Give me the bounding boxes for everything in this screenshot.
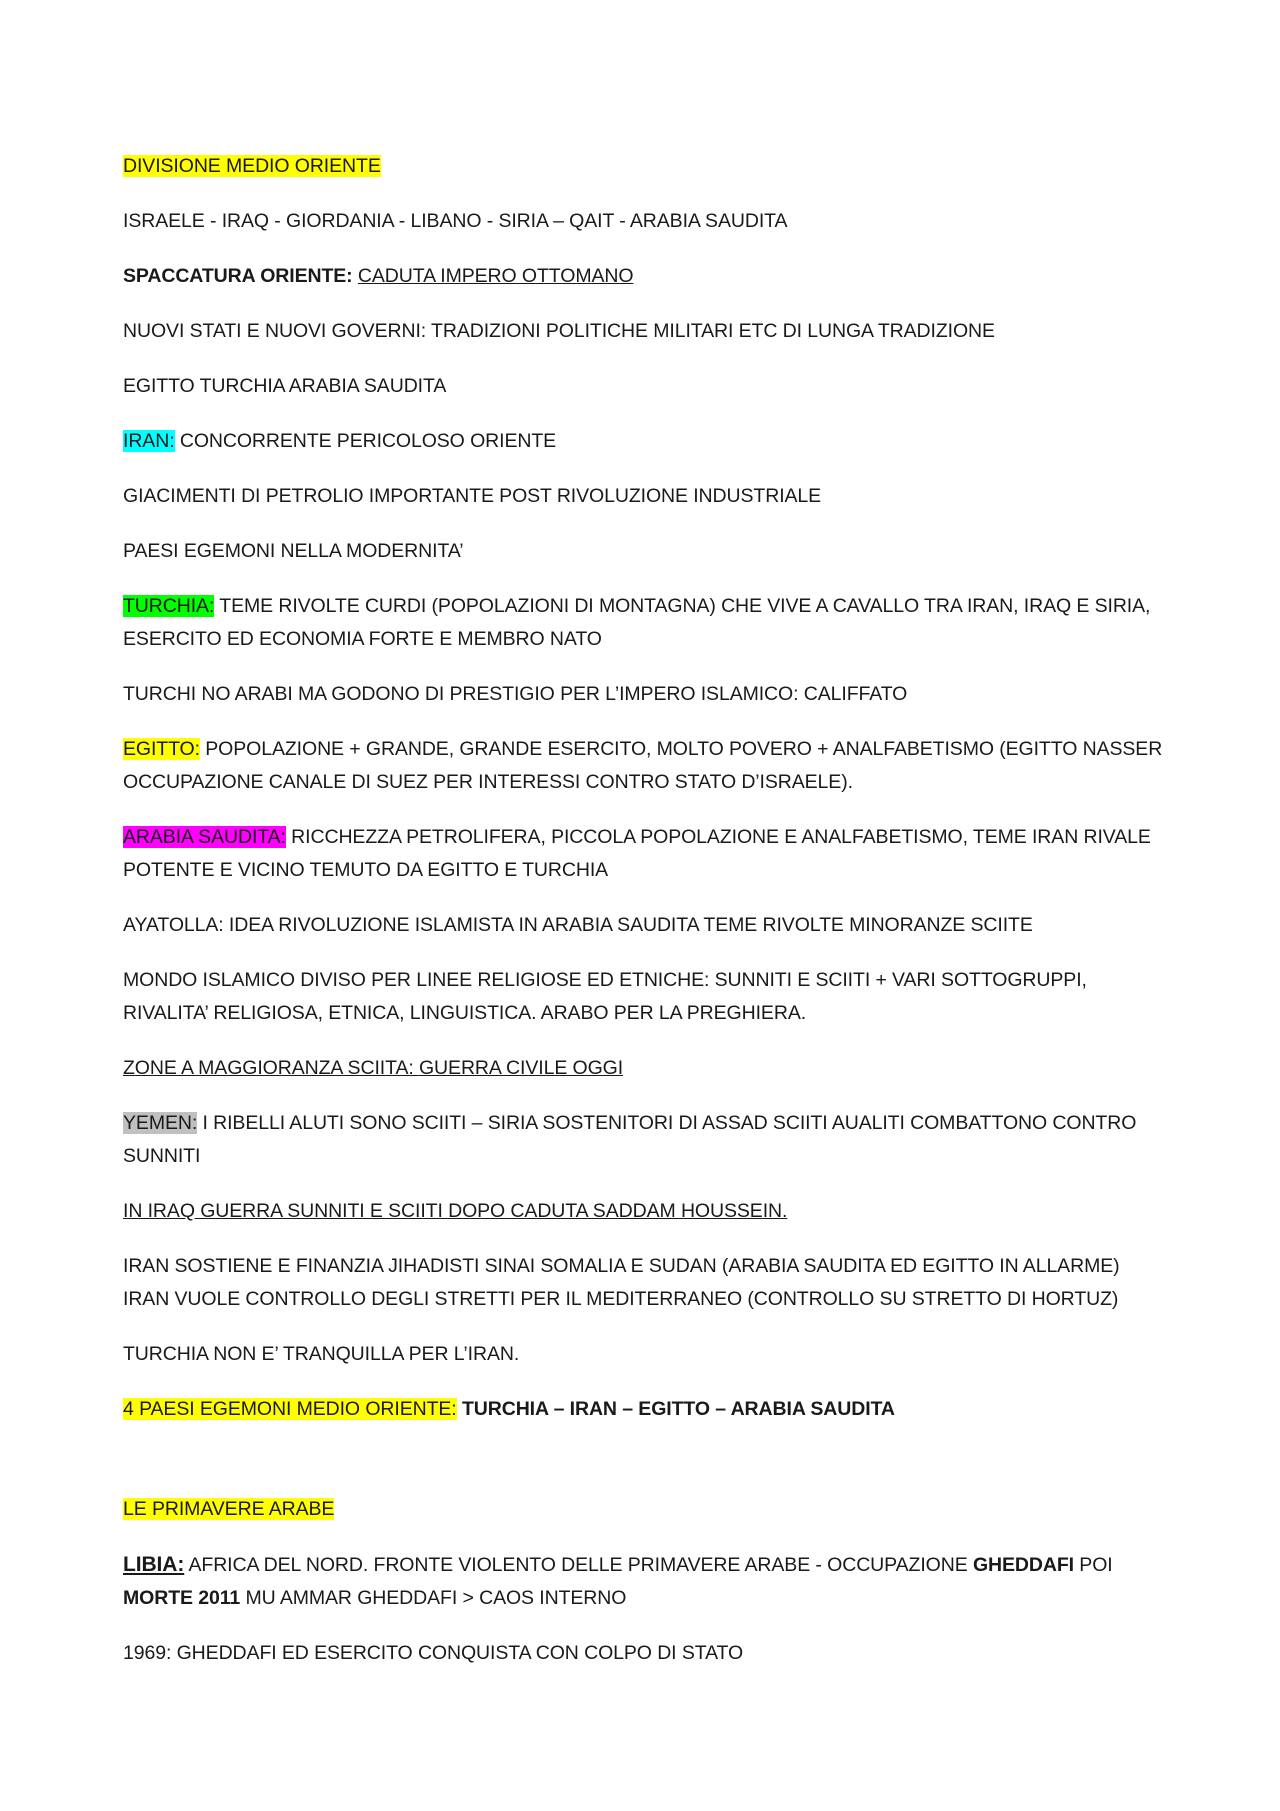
paragraph-giacimenti: GIACIMENTI DI PETROLIO IMPORTANTE POST RIVOLUZIONE INDUSTRIALE (123, 485, 822, 507)
paragraph-turchi: TURCHI NO ARABI MA GODONO DI PRESTIGIO PER L’IMPERO ISLAMICO: CALIFFATO (123, 683, 908, 705)
paragraph-egitto: EGITTO: POPOLAZIONE + GRANDE, GRANDE ESERCITO, MOLTO POVERO + ANALFABETISMO (EGITTO NASSER OCCUPAZIONE CANALE DI SUEZ PER INTERESSI CONTRO STATO D’ISRAELE). (123, 738, 1163, 793)
paragraph-iraq-guerra: IN IRAQ GUERRA SUNNITI E SCIITI DOPO CADUTA SADDAM HOUSSEIN. (123, 1200, 788, 1222)
paragraph-nuovi-stati: NUOVI STATI E NUOVI GOVERNI: TRADIZIONI POLITICHE MILITARI ETC DI LUNGA TRADIZIONE (123, 320, 995, 342)
paragraph-ayatolla: AYATOLLA: IDEA RIVOLUZIONE ISLAMISTA IN ARABIA SAUDITA TEME RIVOLTE MINORANZE SCIITE (123, 914, 1033, 936)
paragraph-arabia-saudita: ARABIA SAUDITA: RICCHEZZA PETROLIFERA, PICCOLA POPOLAZIONE E ANALFABETISMO, TEME IRAN RIVALE POTENTE E VICINO TEMUTO DA EGITTO E TURCHIA (123, 826, 1151, 881)
paragraph-1969: 1969: GHEDDAFI ED ESERCITO CONQUISTA CON COLPO DI STATO (123, 1642, 744, 1664)
paragraph-libia: LIBIA: AFRICA DEL NORD. FRONTE VIOLENTO DELLE PRIMAVERE ARABE - OCCUPAZIONE GHEDDAFI POI MORTE 2011 MU AMMAR GHEDDAFI > CAOS INTERNO (123, 1553, 1113, 1609)
paragraph-egitto-turchia: EGITTO TURCHIA ARABIA SAUDITA (123, 375, 447, 397)
paragraph-turchia-iran: TURCHIA NON E’ TRANQUILLA PER L’IRAN. (123, 1343, 520, 1365)
paragraph-mondo-islamico: MONDO ISLAMICO DIVISO PER LINEE RELIGIOSE ED ETNICHE: SUNNITI E SCIITI + VARI SOTTOGRUPPI, RIVALITA’ RELIGIOSA, ETNICA, LINGUISTICA. ARABO PER LA PREGHIERA. (123, 969, 1087, 1024)
heading-divisione: DIVISIONE MEDIO ORIENTE (123, 155, 381, 177)
paragraph-spaccatura: SPACCATURA ORIENTE: CADUTA IMPERO OTTOMANO (123, 265, 634, 287)
paragraph-turchia: TURCHIA: TEME RIVOLTE CURDI (POPOLAZIONI DI MONTAGNA) CHE VIVE A CAVALLO TRA IRAN, IRAQ E SIRIA, ESERCITO ED ECONOMIA FORTE E MEMBRO NATO (123, 595, 1151, 650)
heading-primavere-arabe: LE PRIMAVERE ARABE (123, 1498, 335, 1520)
paragraph-countries: ISRAELE - IRAQ - GIORDANIA - LIBANO - SIRIA – QAIT - ARABIA SAUDITA (123, 210, 788, 232)
paragraph-4-paesi: 4 PAESI EGEMONI MEDIO ORIENTE: TURCHIA – IRAN – EGITTO – ARABIA SAUDITA (123, 1398, 895, 1420)
paragraph-yemen: YEMEN: I RIBELLI ALUTI SONO SCIITI – SIRIA SOSTENITORI DI ASSAD SCIITI AUALITI COMBATTONO CONTRO SUNNITI (123, 1112, 1137, 1167)
document-page (123, 150, 1173, 1692)
paragraph-iran-sostiene: IRAN SOSTIENE E FINANZIA JIHADISTI SINAI SOMALIA E SUDAN (ARABIA SAUDITA ED EGITTO IN ALLARME) IRAN VUOLE CONTROLLO DEGLI STRETTI PER IL MEDITERRANEO (CONTROLLO SU STRETTO DI HORTUZ) (123, 1255, 1120, 1310)
paragraph-iran: IRAN: CONCORRENTE PERICOLOSO ORIENTE (123, 430, 557, 452)
spacer (123, 1448, 1173, 1493)
paragraph-zone-sciita: ZONE A MAGGIORANZA SCIITA: GUERRA CIVILE OGGI (123, 1057, 624, 1079)
paragraph-paesi-egemoni: PAESI EGEMONI NELLA MODERNITA’ (123, 540, 464, 562)
